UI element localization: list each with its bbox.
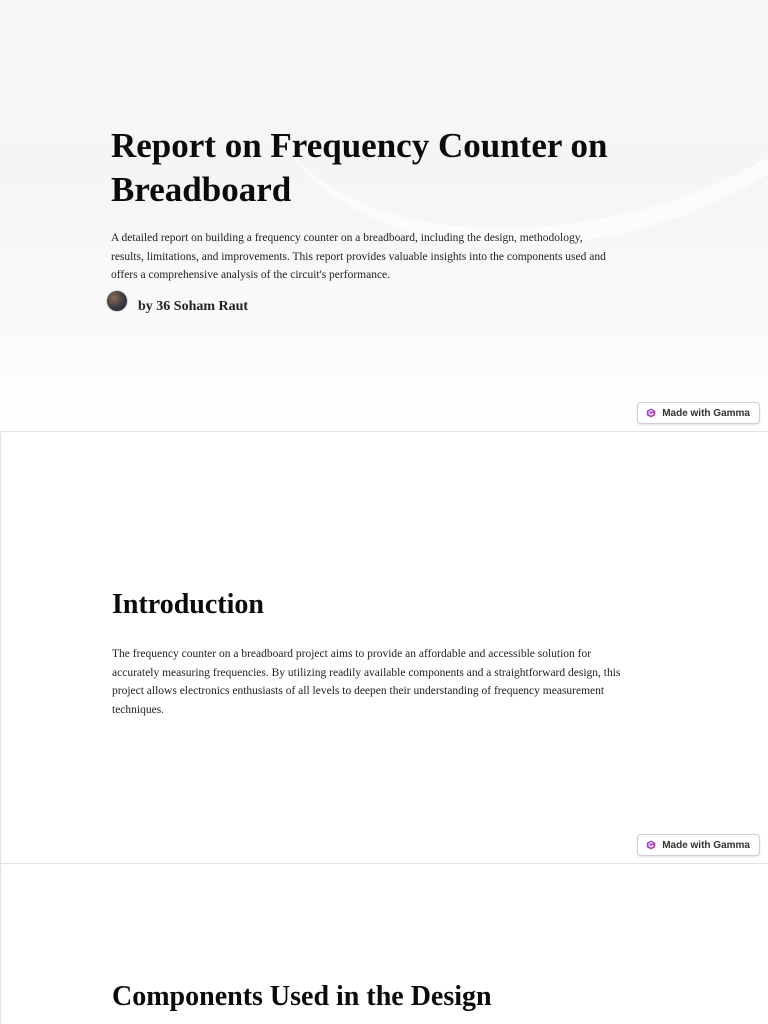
made-with-gamma-button[interactable] [637,402,760,424]
title-slide [0,0,768,432]
gamma-logo-icon [646,840,656,850]
made-with-gamma-label: Made with Gamma [662,839,750,851]
made-with-gamma-label: Made with Gamma [662,407,750,419]
author-name: by 36 Soham Raut [138,299,249,314]
gamma-logo-icon [646,408,656,418]
introduction-slide [0,433,768,864]
slide-title: Introduction [112,589,264,620]
avatar [106,290,128,312]
author-byline [106,292,248,314]
slide-description: A detailed report on building a frequency counter on a breadboard, including the design, methodology, results, limitations, and improvements. This report provides valuable insights into the components used and offers a comprehensive analysis of the circuit's performance. [111,232,606,281]
slide-body: The frequency counter on a breadboard project aims to provide an affordable and accessible solution for accurately measuring frequencies. By utilizing readily available components and a straightforward design, this project allows electronics enthusiasts of all levels to deepen their understanding of frequency measurement techniques. [112,648,621,716]
slide-title: Report on Frequency Counter on Breadboard [111,126,608,209]
made-with-gamma-button[interactable] [637,834,760,856]
slide-title: Components Used in the Design [112,981,492,1012]
components-slide [0,865,768,1024]
